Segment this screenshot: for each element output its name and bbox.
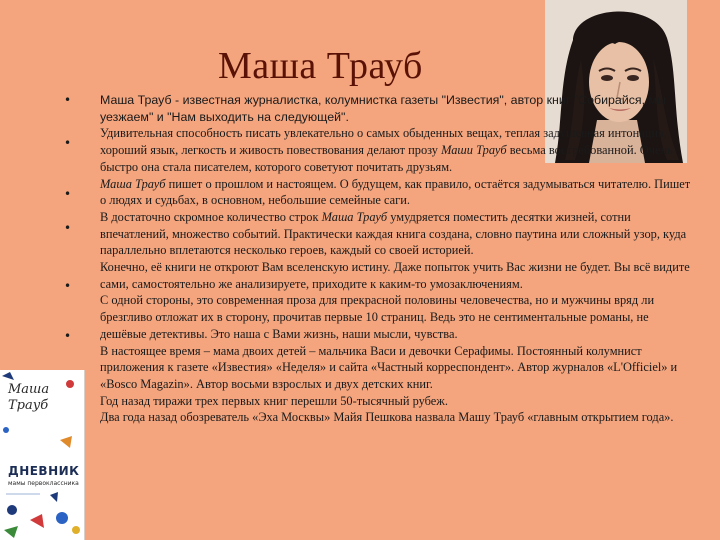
text-run: Маша Трауб bbox=[321, 209, 388, 224]
bullet-marker: • bbox=[64, 279, 72, 293]
paragraph bbox=[100, 209, 692, 259]
text-run: Маши Трауб bbox=[441, 143, 507, 158]
paragraph bbox=[100, 409, 692, 426]
text-run: В достаточно скромное количество строк bbox=[100, 209, 322, 224]
paragraph bbox=[100, 125, 692, 175]
book-subtitle: мамы первоклассника bbox=[8, 480, 79, 487]
book-title: ДНЕВНИК bbox=[8, 464, 80, 478]
text-run: Год назад тиражи трех первых книг перешли 50-тысячный рубеж. bbox=[100, 393, 448, 408]
text-run: весьма востребованной. Очень быстро она стала писателем, которого советуют почитать друзьям. bbox=[100, 143, 673, 174]
text-run: С одной стороны, это современная проза для прекрасной половины человечества, но и мужчины вряд ли брезгливо отложат их в сторону, прочитав первые 10 страниц. Ведь это не сентиментальные романы, не дешёвые детективы. Это наша с Вами жизнь, наши мысли, чувства. bbox=[100, 293, 655, 341]
text-run: В настоящее время – мама двоих детей – мальчика Васи и девочки Серафимы. Постоянный колумнист приложения к газете «Известия» «Неделя» и сайта «Частный корреспондент». Автор журналов «L'Officiel» и «Bosco Magazin». Автор восьми взрослых и двух детских книг. bbox=[100, 343, 678, 391]
text-run: умудряется поместить десятки жизней, сотни впечатлений, множество событий. Практически каждая книга создана, словно паутина или сложный узор, куда параллельно вплетаются несколько героев, каждый со своей историей. bbox=[100, 209, 687, 258]
bullet-marker: • bbox=[64, 329, 72, 343]
paragraph bbox=[100, 343, 692, 393]
book-author-first: Маша bbox=[8, 382, 50, 397]
text-run: - известная журналистка, колумнистка газеты "Известия", автор книг "Собирайся, мы уезжаем" и "Нам выходить на следующей". bbox=[100, 93, 666, 124]
bullet-marker: • bbox=[64, 136, 72, 150]
book-author-last: Трауб bbox=[8, 398, 49, 413]
bullet-marker: • bbox=[64, 93, 72, 107]
paragraph bbox=[100, 292, 692, 342]
paragraph bbox=[100, 259, 692, 292]
text-run: Два года назад обозреватель «Эха Москвы» Майя Пешкова назвала Машу Трауб «главным открытием года». bbox=[100, 410, 674, 425]
bullet-column bbox=[64, 93, 76, 353]
paragraph bbox=[100, 393, 692, 410]
text-run: Конечно, её книги не откроют Вам вселенскую истину. Даже попыток учить Вас жизни не будет. Вы всё видите сами, самостоятельно же анализируете, приходите к каким-то умозаключениям. bbox=[100, 260, 690, 291]
page-title: Маша Трауб bbox=[218, 45, 423, 87]
bullet-marker: • bbox=[64, 187, 72, 201]
paragraph bbox=[100, 92, 692, 125]
text-run: пишет о прошлом и настоящем. О будущем, как правило, остаётся задумываться читателю. Пишет о людях и судьбах, в основном, небольшие семейные саги. bbox=[100, 176, 691, 208]
text-run: Маша Трауб bbox=[100, 93, 172, 107]
text-run: Удивительная способность писать увлекательно о самых обыденных вещах, теплая задушевная интонация, хороший язык, легкость и живость повествования делают прозу bbox=[100, 126, 667, 158]
book-cover bbox=[0, 370, 85, 540]
text-run: Маша Трауб bbox=[100, 176, 166, 191]
biography-text bbox=[100, 92, 692, 426]
paragraph bbox=[100, 176, 692, 209]
bullet-marker: • bbox=[64, 221, 72, 235]
